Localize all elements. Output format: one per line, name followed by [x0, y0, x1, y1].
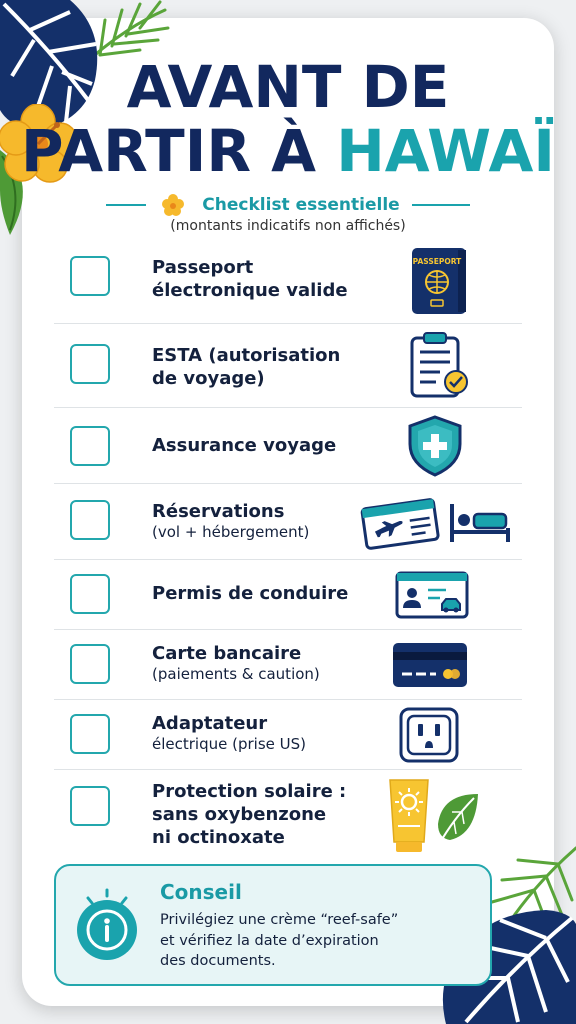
item-label [152, 344, 340, 390]
checkbox[interactable] [70, 714, 110, 754]
item-subtitle: (vol + hébergement) [152, 523, 310, 542]
checkbox[interactable] [70, 500, 110, 540]
tip-text-line: Privilégiez une crème “reef-safe” [160, 912, 399, 928]
tip-text-line: et vérifiez la date d’expiration [160, 932, 379, 949]
checklist-item[interactable] [54, 770, 522, 860]
bed-icon [448, 500, 512, 546]
tip-text [160, 910, 460, 972]
checkbox[interactable] [70, 644, 110, 684]
item-title: Carte bancaire [152, 643, 302, 664]
item-title: Réservations [152, 501, 285, 522]
item-title: Assurance voyage [152, 435, 337, 456]
subtitle-note: (montants indicatifs non affichés) [170, 218, 406, 234]
tip-box [54, 864, 492, 986]
item-subtitle: électronique valide [152, 280, 348, 302]
item-subtitle: sans oxybenzone [152, 804, 327, 826]
item-title: Adaptateur [152, 713, 268, 734]
tip-title: Conseil [160, 880, 242, 904]
checkbox[interactable] [70, 426, 110, 466]
title-text: PARTIR À [21, 117, 337, 185]
checklist [54, 240, 522, 860]
item-label [152, 780, 346, 849]
checklist-item[interactable] [54, 560, 522, 630]
item-subtitle: (paiements & caution) [152, 665, 320, 684]
leaf-icon [432, 790, 482, 848]
checkbox[interactable] [70, 574, 110, 614]
tip-text-line: des documents. [160, 953, 276, 970]
checklist-item[interactable] [54, 700, 522, 770]
page-title-line2 [0, 117, 576, 185]
item-title: Protection solaire : [152, 781, 347, 802]
item-label [152, 582, 348, 605]
checklist-item[interactable] [54, 630, 522, 700]
item-title: Passeport [152, 257, 254, 278]
item-subtitle: de voyage) [152, 368, 265, 390]
checklist-item[interactable] [54, 324, 522, 408]
item-label [152, 712, 306, 754]
flower-icon [162, 194, 184, 216]
checkbox[interactable] [70, 256, 110, 296]
subtitle-row [0, 192, 576, 218]
checklist-item[interactable] [54, 408, 522, 484]
page-title-line1: AVANT DE [126, 53, 450, 121]
license-car-icon [394, 570, 470, 620]
subtitle-divider-left [106, 204, 146, 206]
item-label [152, 642, 320, 684]
info-icon [72, 886, 142, 962]
subtitle: Checklist essentielle [202, 195, 400, 215]
item-title: Permis de conduire [152, 583, 349, 604]
subtitle-divider-right [412, 204, 470, 206]
shield-cross-icon [404, 414, 466, 478]
checkbox[interactable] [70, 344, 110, 384]
item-subtitle-2: ni octinoxate [152, 827, 285, 849]
plane-ticket-icon [360, 494, 440, 552]
checklist-item[interactable] [54, 240, 522, 324]
checkbox[interactable] [70, 786, 110, 826]
sunscreen-icon [384, 776, 434, 854]
item-title: ESTA (autorisation [152, 345, 341, 366]
passport-icon-text: PASSEPORT [412, 257, 462, 266]
us-outlet-icon [398, 706, 460, 764]
title-accent-text: HAWAÏ [336, 117, 555, 185]
passport-icon [408, 244, 474, 318]
item-label [152, 500, 309, 542]
item-label [152, 256, 348, 302]
item-label [152, 434, 336, 457]
item-subtitle: électrique (prise US) [152, 735, 306, 754]
credit-card-icon [390, 640, 470, 690]
checklist-item[interactable] [54, 484, 522, 560]
clipboard-check-icon [404, 330, 476, 402]
